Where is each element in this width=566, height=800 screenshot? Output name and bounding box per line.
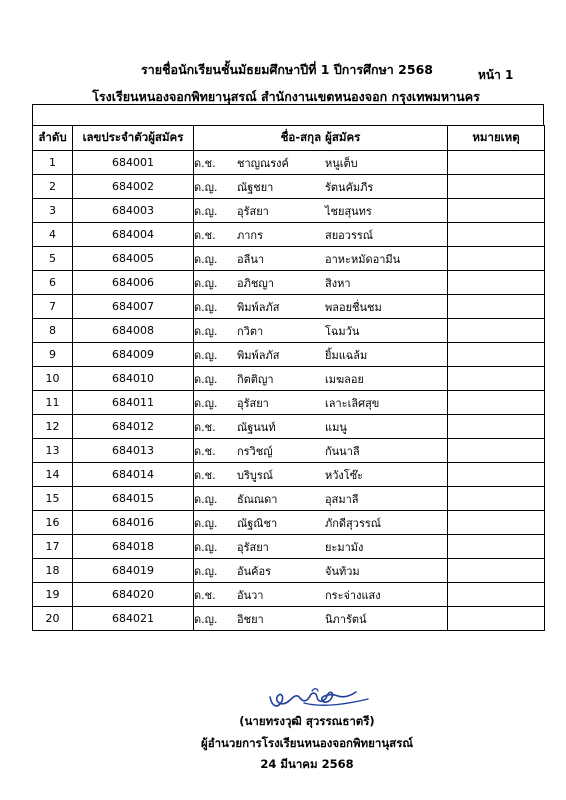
cell-full-name [194,439,448,463]
name-prefix: ด.ญ. [194,516,218,530]
cell-full-name [194,583,448,607]
name-prefix: ด.ช. [194,420,216,434]
name-prefix: ด.ช. [194,228,216,242]
last-name: โฉมวัน [325,324,360,338]
table-row [33,319,545,343]
last-name: อาหะหมัดอามีน [325,252,401,266]
cell-seq: 12 [33,415,73,439]
table-row [33,295,545,319]
cell-full-name [194,319,448,343]
table-row [33,487,545,511]
last-name: ภักดีสุวรรณ์ [325,516,381,530]
name-prefix: ด.ญ. [194,348,218,362]
cell-applicant-id: 684008 [73,319,194,343]
cell-applicant-id: 684021 [73,607,194,631]
signing-date: 24 มีนาคม 2568 [260,757,354,771]
table-row [33,607,545,631]
name-prefix: ด.ญ. [194,564,218,578]
last-name: พลอยชื่นชม [325,300,382,314]
cell-full-name [194,199,448,223]
signer-name: (นายทรงวุฒิ สุวรรณธาตรี) [239,714,375,728]
table-row [33,511,545,535]
cell-applicant-id: 684013 [73,439,194,463]
cell-full-name [194,391,448,415]
table-row [33,271,545,295]
cell-note [448,583,545,607]
column-header-name: ชื่อ-สกุล ผู้สมัคร [194,126,448,151]
cell-note [448,415,545,439]
cell-applicant-id: 684009 [73,343,194,367]
first-name: อุรัสยา [237,396,269,410]
name-prefix: ด.ช. [194,444,216,458]
cell-note [448,343,545,367]
name-prefix: ด.ช. [194,588,216,602]
last-name: หนูเต็บ [325,156,358,170]
cell-seq: 19 [33,583,73,607]
last-name: อุสมาลี [325,492,359,506]
cell-note [448,439,545,463]
signature-mark [264,683,374,713]
cell-note [448,391,545,415]
cell-applicant-id: 684012 [73,415,194,439]
cell-full-name [194,511,448,535]
table-row [33,247,545,271]
cell-seq: 9 [33,343,73,367]
cell-applicant-id: 684016 [73,511,194,535]
name-prefix: ด.ญ. [194,180,218,194]
first-name: พิมพ์ลภัส [237,300,280,314]
cell-applicant-id: 684018 [73,535,194,559]
cell-seq: 17 [33,535,73,559]
first-name: ณัฐณิชา [237,516,278,530]
name-prefix: ด.ญ. [194,396,218,410]
cell-applicant-id: 684011 [73,391,194,415]
column-header-applicant-id: เลขประจำตัวผู้สมัคร [73,126,194,151]
last-name: ยะมามัง [325,540,364,554]
last-name: ไชยสุนทร [325,204,372,218]
first-name: พิมพ์ลภัส [237,348,280,362]
cell-applicant-id: 684014 [73,463,194,487]
last-name: แมนู [325,420,347,434]
school-subtitle: โรงเรียนหนองจอกพิทยานุสรณ์ สำนักงานเขตหนองจอก กรุงเทพมหานคร [92,89,480,104]
cell-applicant-id: 684019 [73,559,194,583]
table-body [33,151,545,631]
cell-seq: 18 [33,559,73,583]
cell-applicant-id: 684007 [73,295,194,319]
cell-seq: 10 [33,367,73,391]
cell-full-name [194,271,448,295]
cell-seq: 2 [33,175,73,199]
cell-full-name [194,151,448,175]
cell-note [448,199,545,223]
page-number: หน้า 1 [478,68,514,82]
cell-seq: 1 [33,151,73,175]
cell-full-name [194,175,448,199]
name-prefix: ด.ญ. [194,204,218,218]
cell-applicant-id: 684005 [73,247,194,271]
name-prefix: ด.ช. [194,156,216,170]
table-top-band [32,104,544,125]
last-name: รัตนคัมภีร [325,180,374,194]
cell-applicant-id: 684010 [73,367,194,391]
cell-note [448,367,545,391]
column-header-seq: ลำดับ [33,126,73,151]
first-name: กวิตา [237,324,264,338]
first-name: อลีนา [237,252,265,266]
cell-applicant-id: 684015 [73,487,194,511]
first-name: ชาญณรงค์ [237,156,289,170]
cell-applicant-id: 684002 [73,175,194,199]
cell-full-name [194,535,448,559]
cell-full-name [194,367,448,391]
table-row [33,391,545,415]
table-row [33,175,545,199]
table-row [33,343,545,367]
name-prefix: ด.ญ. [194,492,218,506]
table-header-row [33,126,545,151]
cell-full-name [194,463,448,487]
cell-seq: 4 [33,223,73,247]
first-name: อุรัสยา [237,540,269,554]
last-name: จันท้วม [325,564,360,578]
name-prefix: ด.ญ. [194,252,218,266]
name-prefix: ด.ญ. [194,372,218,386]
student-roster-table [32,125,545,631]
cell-full-name [194,487,448,511]
last-name: กระจ่างแสง [325,588,381,602]
cell-seq: 5 [33,247,73,271]
table-row [33,535,545,559]
first-name: อันค้อร [237,564,271,578]
cell-note [448,175,545,199]
cell-note [448,487,545,511]
table-row [33,559,545,583]
document-title: รายชื่อนักเรียนชั้นมัธยมศึกษาปีที่ 1 ปีการศึกษา 2568 [141,62,433,77]
cell-note [448,319,545,343]
table-row [33,415,545,439]
table-row [33,367,545,391]
first-name: กิตติญา [237,372,274,386]
first-name: อภิชญา [237,276,274,290]
first-name: อุรัสยา [237,204,269,218]
last-name: หวังโซ๊ะ [325,468,364,482]
signer-position: ผู้อำนวยการโรงเรียนหนองจอกพิทยานุสรณ์ [200,736,414,750]
cell-seq: 13 [33,439,73,463]
cell-applicant-id: 684004 [73,223,194,247]
cell-seq: 14 [33,463,73,487]
cell-full-name [194,559,448,583]
cell-applicant-id: 684003 [73,199,194,223]
last-name: สยอวรรณ์ [325,228,373,242]
last-name: กันนาลี [325,444,360,458]
last-name: สิงหา [325,276,351,290]
cell-note [448,463,545,487]
cell-seq: 11 [33,391,73,415]
cell-full-name [194,223,448,247]
cell-applicant-id: 684020 [73,583,194,607]
table-row [33,223,545,247]
first-name: อันวา [237,588,264,602]
cell-note [448,511,545,535]
name-prefix: ด.ญ. [194,540,218,554]
cell-note [448,295,545,319]
name-prefix: ด.ญ. [194,612,218,626]
cell-note [448,223,545,247]
cell-note [448,559,545,583]
last-name: เมฆลอย [325,372,364,386]
last-name: เลาะเลิศสุข [325,396,380,410]
cell-full-name [194,343,448,367]
first-name: ณัฐนนท์ [237,420,276,434]
table-row [33,439,545,463]
last-name: นิภารัตน์ [325,612,367,626]
first-name: ภากร [237,228,263,242]
first-name: บริบูรณ์ [237,468,273,482]
cell-full-name [194,607,448,631]
cell-full-name [194,415,448,439]
last-name: ยิ้มแฉล้ม [325,348,368,362]
cell-note [448,535,545,559]
cell-note [448,271,545,295]
cell-seq: 7 [33,295,73,319]
cell-applicant-id: 684006 [73,271,194,295]
cell-note [448,607,545,631]
cell-seq: 3 [33,199,73,223]
cell-seq: 8 [33,319,73,343]
cell-note [448,247,545,271]
name-prefix: ด.ญ. [194,276,218,290]
first-name: ณัฐชยา [237,180,274,194]
table-row [33,583,545,607]
cell-seq: 20 [33,607,73,631]
cell-note [448,151,545,175]
first-name: อิชยา [237,612,264,626]
table-row [33,199,545,223]
column-header-note: หมายเหตุ [448,126,545,151]
name-prefix: ด.ช. [194,468,216,482]
name-prefix: ด.ญ. [194,324,218,338]
cell-full-name [194,247,448,271]
cell-full-name [194,295,448,319]
table-row [33,463,545,487]
cell-seq: 16 [33,511,73,535]
first-name: กรวิชญ์ [237,444,273,458]
first-name: ธัณณดา [237,492,278,506]
name-prefix: ด.ญ. [194,300,218,314]
cell-seq: 6 [33,271,73,295]
cell-applicant-id: 684001 [73,151,194,175]
cell-seq: 15 [33,487,73,511]
table-row [33,151,545,175]
